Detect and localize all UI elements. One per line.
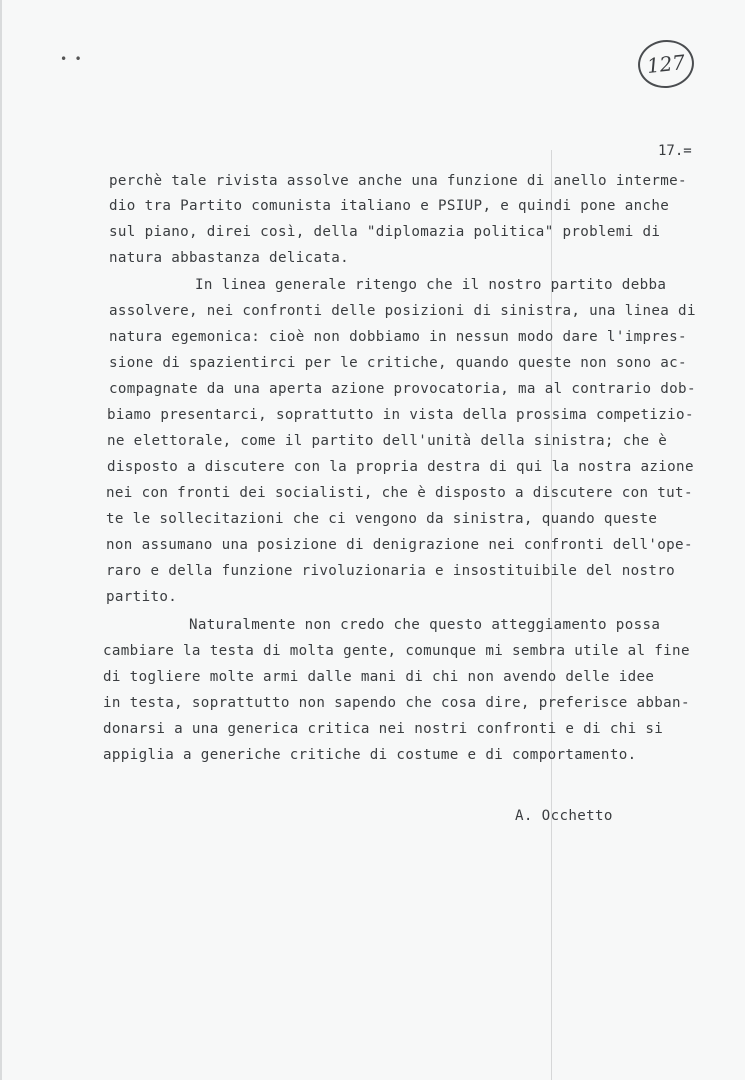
signature: A. Occhetto <box>515 808 613 824</box>
text-line: appiglia a generiche critiche di costume e di comportamento. <box>103 747 637 763</box>
text-line: compagnate da una aperta azione provocatoria, ma al contrario dob- <box>109 381 696 397</box>
text-line: non assumano una posizione di denigrazione nei confronti dell'ope- <box>106 537 693 553</box>
margin-marks: • • <box>60 52 82 66</box>
text-line: nei con fronti dei socialisti, che è disposto a discutere con tut- <box>106 485 693 501</box>
text-line: assolvere, nei confronti delle posizioni di sinistra, una linea di <box>109 303 696 319</box>
text-line: partito. <box>106 589 178 605</box>
text-line: biamo presentarci, soprattutto in vista della prossima competizio- <box>107 407 694 423</box>
text-line: sul piano, direi così, della "diplomazia politica" problemi di <box>109 224 661 240</box>
text-line: donarsi a una generica critica nei nostri confronti e di chi si <box>103 721 664 737</box>
text-line: in testa, soprattutto non sapendo che cosa dire, preferisce abban- <box>103 695 690 711</box>
text-line: disposto a discutere con la propria destra di qui la nostra azione <box>107 459 694 475</box>
text-line: natura abbastanza delicata. <box>109 250 350 266</box>
text-line: natura egemonica: cioè non dobbiamo in nessun modo dare l'impres- <box>109 329 687 345</box>
text-line: raro e della funzione rivoluzionaria e insostituibile del nostro <box>106 563 676 579</box>
archive-number-stamp <box>636 37 697 91</box>
text-line: di togliere molte armi dalle mani di chi non avendo delle idee <box>103 669 655 685</box>
archive-number: 127 <box>645 50 687 78</box>
page-number: 17.= <box>658 143 692 159</box>
text-line: dio tra Partito comunista italiano e PSIUP, e quindi pone anche <box>109 198 670 214</box>
text-line: sione di spazientirci per le critiche, quando queste non sono ac- <box>109 355 687 371</box>
text-line: te le sollecitazioni che ci vengono da sinistra, quando queste <box>106 511 658 527</box>
text-line: perchè tale rivista assolve anche una funzione di anello interme- <box>109 173 687 189</box>
text-line: In linea generale ritengo che il nostro partito debba <box>195 277 667 293</box>
text-line: ne elettorale, come il partito dell'unità della sinistra; che è <box>107 433 668 449</box>
text-line: Naturalmente non credo che questo atteggiamento possa <box>189 617 661 633</box>
text-line: cambiare la testa di molta gente, comunque mi sembra utile al fine <box>103 643 690 659</box>
